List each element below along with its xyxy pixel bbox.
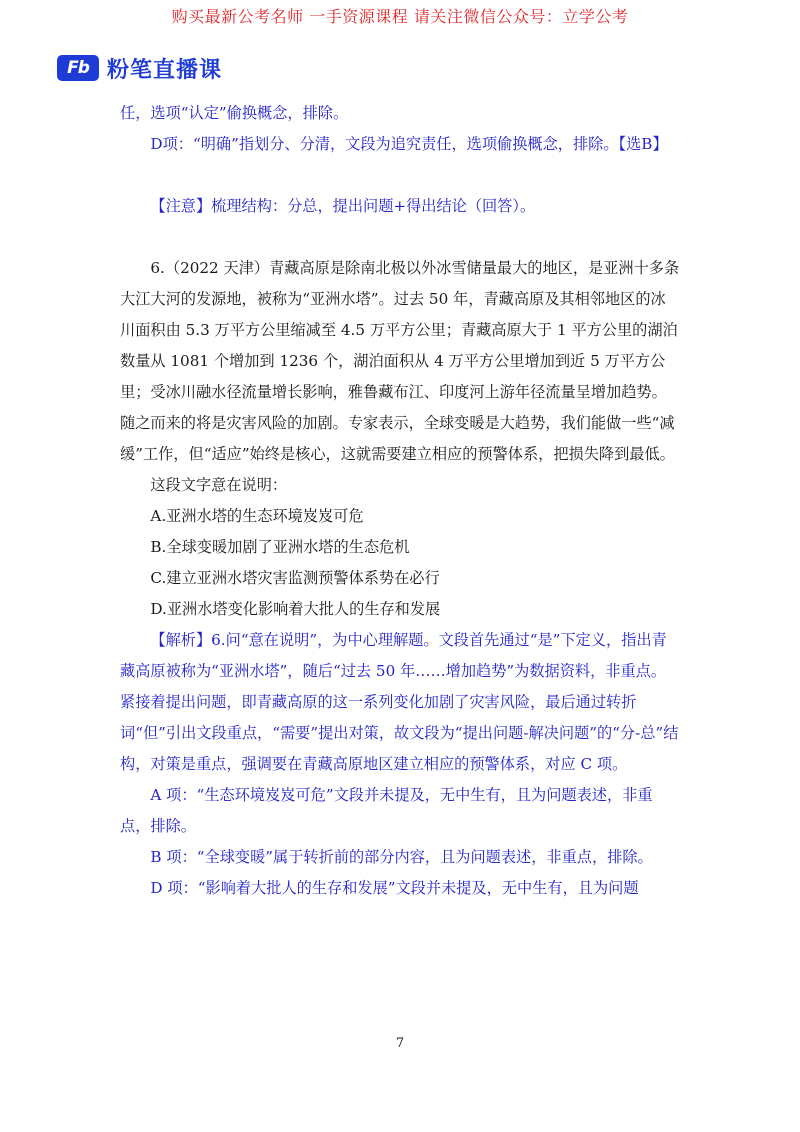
option-a: A.亚洲水塔的生态环境岌岌可危 — [150, 507, 364, 525]
option-d: D.亚洲水塔变化影响着大批人的生存和发展 — [150, 600, 441, 618]
top-banner: 购买最新公考名师 一手资源课程 请关注微信公众号：立学公考 — [171, 7, 629, 26]
analysis-main: 【解析】6.问“意在说明”，为中心理解题。文段首先通过“是”下定义，指出青藏高原被称为“亚洲水塔”，随后“过去 50 年……增加趋势”为数据资料，非重点。紧接着提出问题，即青藏高原的这一系列变化加剧了灾害风险，最后通过转折词“但”引出文段重点，“需要”提出对策，故文段为“提出问题-解决问题”的“分-总”结构，对策是重点，强调要在青藏高原地区建立相应的预警体系，对应 C 项。 — [120, 631, 679, 773]
prev-analysis-continuation: 任，选项“认定”偷换概念，排除。 — [120, 104, 349, 122]
page-number: 7 — [395, 1036, 405, 1051]
analysis-option-d: D 项：“影响着大批人的生存和发展”文段并未提及，无中生有，且为问题 — [150, 879, 639, 897]
logo-mark: Fb — [57, 55, 99, 81]
option-b: B.全球变暖加剧了亚洲水塔的生态危机 — [150, 538, 410, 556]
analysis-option-a: A 项：“生态环境岌岌可危”文段并未提及，无中生有，且为问题表述，非重点，排除。 — [120, 786, 653, 835]
question-prompt: 这段文字意在说明： — [150, 476, 288, 494]
question-stem: 6.（2022 天津）青藏高原是除南北极以外冰雪储量最大的地区，是亚洲十多条大江大河的发源地，被称为“亚洲水塔”。过去 50 年，青藏高原及其相邻地区的冰川面积由 5.3 万平方公里缩减至 4.5 万平方公里；青藏高原大于 1 平方公里的湖泊数量从 1081 个增加到 1236 个，湖泊面积从 4 万平方公里增加到近 5 万平方公里；受冰川融水径流量增长影响，雅鲁藏布江、印度河上游年径流量呈增加趋势。随之而来的将是灾害风险的加剧。专家表示，全球变暖是大趋势，我们能做一些“减缓”工作，但“适应”始终是核心，这就需要建立相应的预警体系，把损失降到最低。 — [120, 259, 680, 463]
prev-option-d: D项：“明确”指划分、分清，文段为追究责任，选项偷换概念，排除。【选B】 — [150, 135, 668, 153]
logo-text: 粉笔直播课 — [107, 57, 223, 83]
document-body — [120, 98, 680, 904]
analysis-option-b: B 项：“全球变暖”属于转折前的部分内容，且为问题表述，非重点，排除。 — [150, 848, 653, 866]
option-c: C.建立亚洲水塔灾害监测预警体系势在必行 — [150, 569, 440, 587]
spacer — [120, 222, 680, 253]
logo — [57, 52, 222, 84]
spacer — [120, 160, 680, 191]
note: 【注意】梳理结构：分总，提出问题+得出结论（回答）。 — [150, 197, 536, 215]
